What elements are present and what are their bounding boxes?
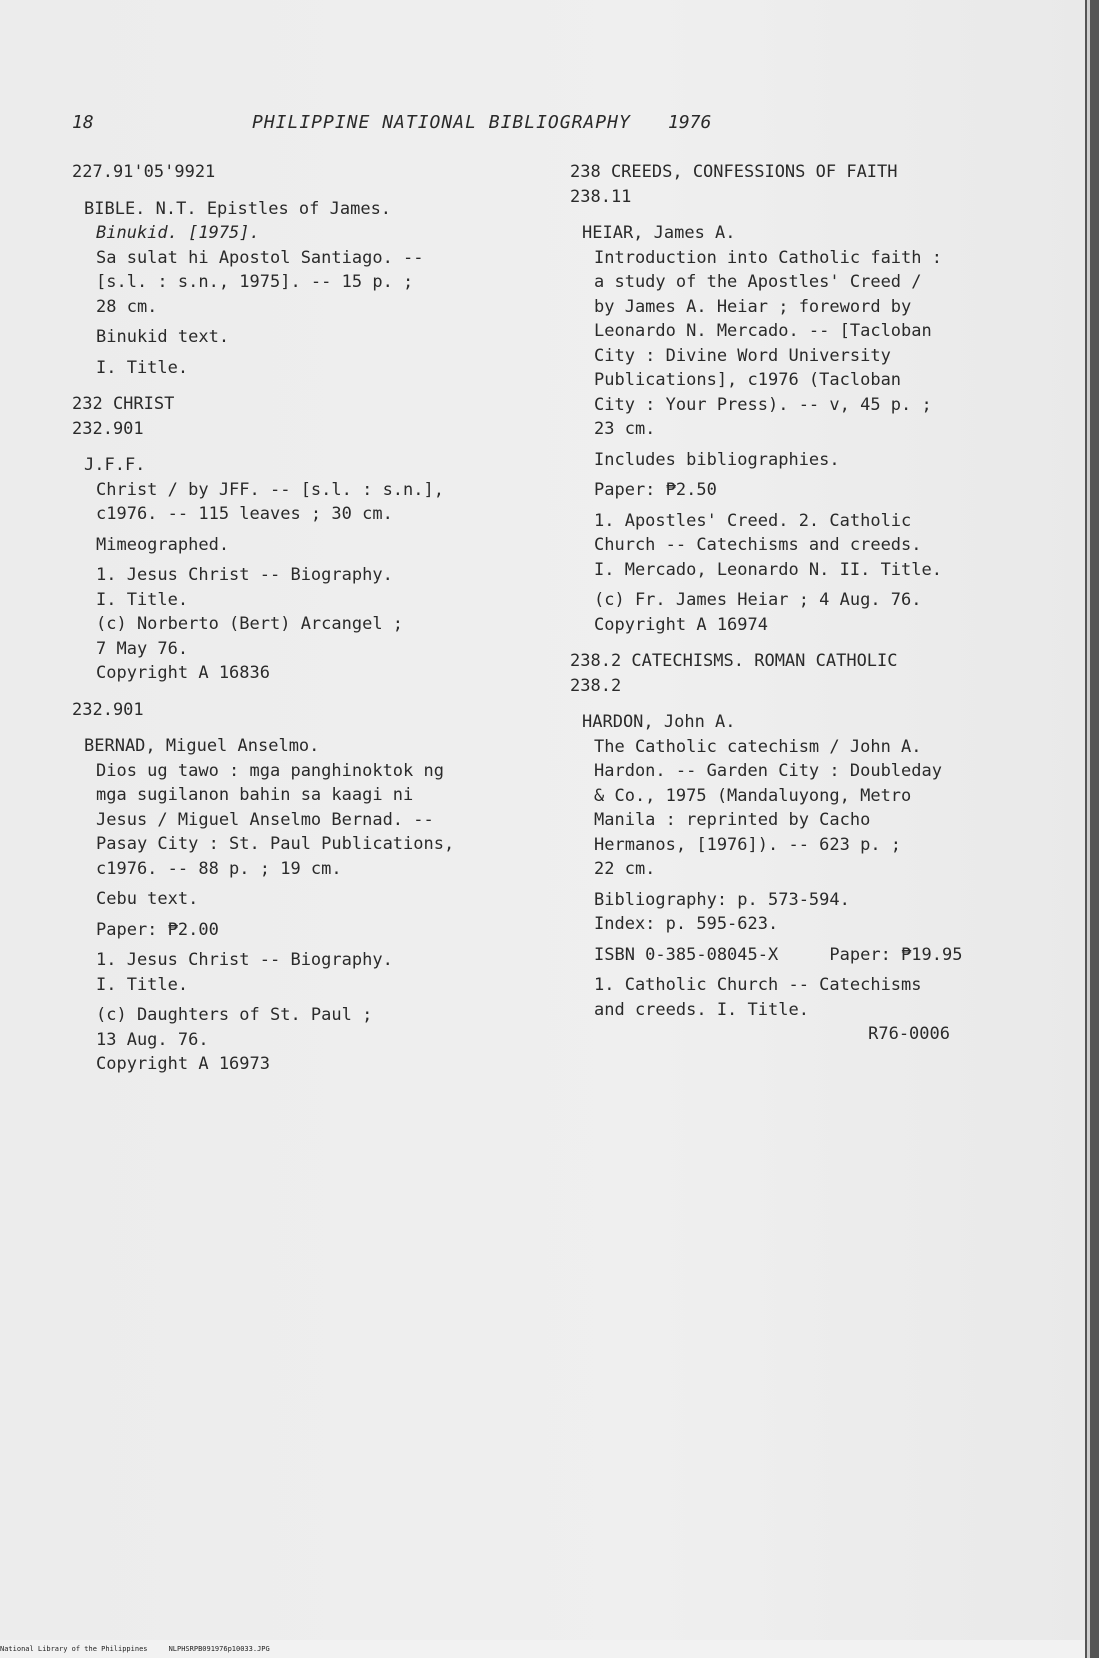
entry-line: & Co., 1975 (Mandaluyong, Metro — [594, 785, 912, 806]
entry-line: (c) Daughters of St. Paul ; — [96, 1005, 373, 1025]
entry-line: Includes bibliographies. — [594, 449, 840, 470]
entry-line: 7 May 76. — [96, 638, 189, 659]
page-number: 18 — [72, 112, 94, 133]
right-column — [570, 160, 1050, 1059]
bibliographic-entry — [72, 392, 542, 698]
entry-line: Pasay City : St. Paul Publications, — [96, 834, 455, 854]
entry-line: HEIAR, James A. — [582, 223, 736, 243]
entry-line: I. Title. — [96, 974, 189, 995]
class-number: 232.901 — [72, 699, 144, 720]
entry-line: Christ / by JFF. -- [s.l. : s.n.], — [96, 479, 444, 500]
entry-line: Church -- Catechisms and creeds. — [594, 535, 922, 555]
entry-line: 28 cm. — [96, 296, 158, 317]
bibliographic-entry — [570, 649, 1050, 1059]
entry-line: c1976. -- 88 p. ; 19 cm. — [96, 858, 342, 879]
entry-line: Sa sulat hi Apostol Santiago. -- — [96, 247, 424, 268]
entry-line: c1976. -- 115 leaves ; 30 cm. — [96, 504, 393, 524]
left-column — [72, 160, 542, 1089]
entry-line: 1. Apostles' Creed. 2. Catholic — [594, 510, 912, 531]
page-edge-highlight — [1087, 0, 1090, 1658]
entry-line: (c) Norberto (Bert) Arcangel ; — [96, 614, 404, 634]
entry-line: Cebu text. — [96, 889, 199, 909]
entry-line: R76-0006 — [868, 1024, 950, 1044]
entry-line: Copyright A 16974 — [594, 614, 768, 635]
entry-line: Binukid text. — [96, 327, 230, 347]
class-number: 238 CREEDS, CONFESSIONS OF FAITH — [570, 162, 898, 182]
entry-line: Paper: ₱2.50 — [594, 480, 717, 500]
bibliographic-entry — [72, 160, 542, 392]
entry-line: Hardon. -- Garden City : Doubleday — [594, 761, 942, 781]
entry-line: Dios ug tawo : mga panghinoktok ng — [96, 760, 444, 781]
entry-line: Jesus / Miguel Anselmo Bernad. -- — [96, 809, 434, 830]
entry-line: 13 Aug. 76. — [96, 1029, 209, 1050]
entry-line: HARDON, John A. — [582, 712, 736, 732]
entry-line: Manila : reprinted by Cacho — [594, 810, 871, 830]
class-subnumber: 238.11 — [570, 186, 632, 207]
bibliographic-entry — [570, 160, 1050, 649]
entry-line: Binukid. [1975]. — [96, 223, 260, 243]
entry-line: City : Divine Word University — [594, 345, 891, 366]
entry-line: (c) Fr. James Heiar ; 4 Aug. 76. — [594, 590, 922, 610]
entry-line: 1. Catholic Church -- Catechisms — [594, 975, 922, 995]
entry-line: 1. Jesus Christ -- Biography. — [96, 950, 393, 970]
class-subnumber: 232.901 — [72, 418, 144, 439]
entry-line: by James A. Heiar ; foreword by — [594, 296, 912, 317]
entry-line: Bibliography: p. 573-594. — [594, 889, 850, 910]
entry-line: BERNAD, Miguel Anselmo. — [84, 736, 320, 756]
entry-line: Index: p. 595-623. — [594, 914, 779, 934]
entry-line: The Catholic catechism / John A. — [594, 736, 922, 757]
running-title: PHILIPPINE NATIONAL BIBLIOGRAPHY — [252, 112, 631, 133]
entry-line: Mimeographed. — [96, 534, 230, 555]
footer-caption: National Library of the Philippines NLPHSRPB091976p10033.JPG — [0, 1645, 270, 1653]
entry-line: Leonardo N. Mercado. -- [Tacloban — [594, 321, 932, 341]
entry-line: Hermanos, [1976]). -- 623 p. ; — [594, 834, 902, 855]
entry-line: mga sugilanon bahin sa kaagi ni — [96, 785, 414, 805]
entry-line: Copyright A 16973 — [96, 1054, 270, 1074]
class-subnumber: 238.2 — [570, 675, 622, 696]
entry-line: Paper: ₱2.00 — [96, 919, 219, 940]
entry-line: 1. Jesus Christ -- Biography. — [96, 565, 393, 585]
entry-line: and creeds. I. Title. — [594, 999, 809, 1020]
entry-line: Publications], c1976 (Tacloban — [594, 370, 902, 390]
entry-line: 22 cm. — [594, 859, 656, 879]
entry-line: I. Title. — [96, 357, 189, 378]
entry-line: ISBN 0-385-08045-X Paper: ₱19.95 — [594, 944, 963, 965]
entry-line: [s.l. : s.n., 1975]. -- 15 p. ; — [96, 272, 414, 292]
class-number: 232 CHRIST — [72, 394, 175, 414]
entry-line: I. Title. — [96, 589, 189, 610]
entry-line: I. Mercado, Leonardo N. II. Title. — [594, 559, 942, 580]
bibliographic-entry — [72, 698, 542, 1089]
header-year: 1976 — [668, 112, 712, 133]
entry-line: J.F.F. — [84, 455, 146, 475]
entry-line: a study of the Apostles' Creed / — [594, 272, 922, 292]
class-number: 238.2 CATECHISMS. ROMAN CATHOLIC — [570, 651, 898, 671]
entry-line: Introduction into Catholic faith : — [594, 247, 942, 268]
entry-line: 23 cm. — [594, 419, 656, 439]
entry-line: BIBLE. N.T. Epistles of James. — [84, 198, 392, 219]
entry-line: Copyright A 16836 — [96, 663, 270, 683]
entry-line: City : Your Press). -- v, 45 p. ; — [594, 394, 932, 415]
class-number: 227.91'05'9921 — [72, 162, 216, 182]
